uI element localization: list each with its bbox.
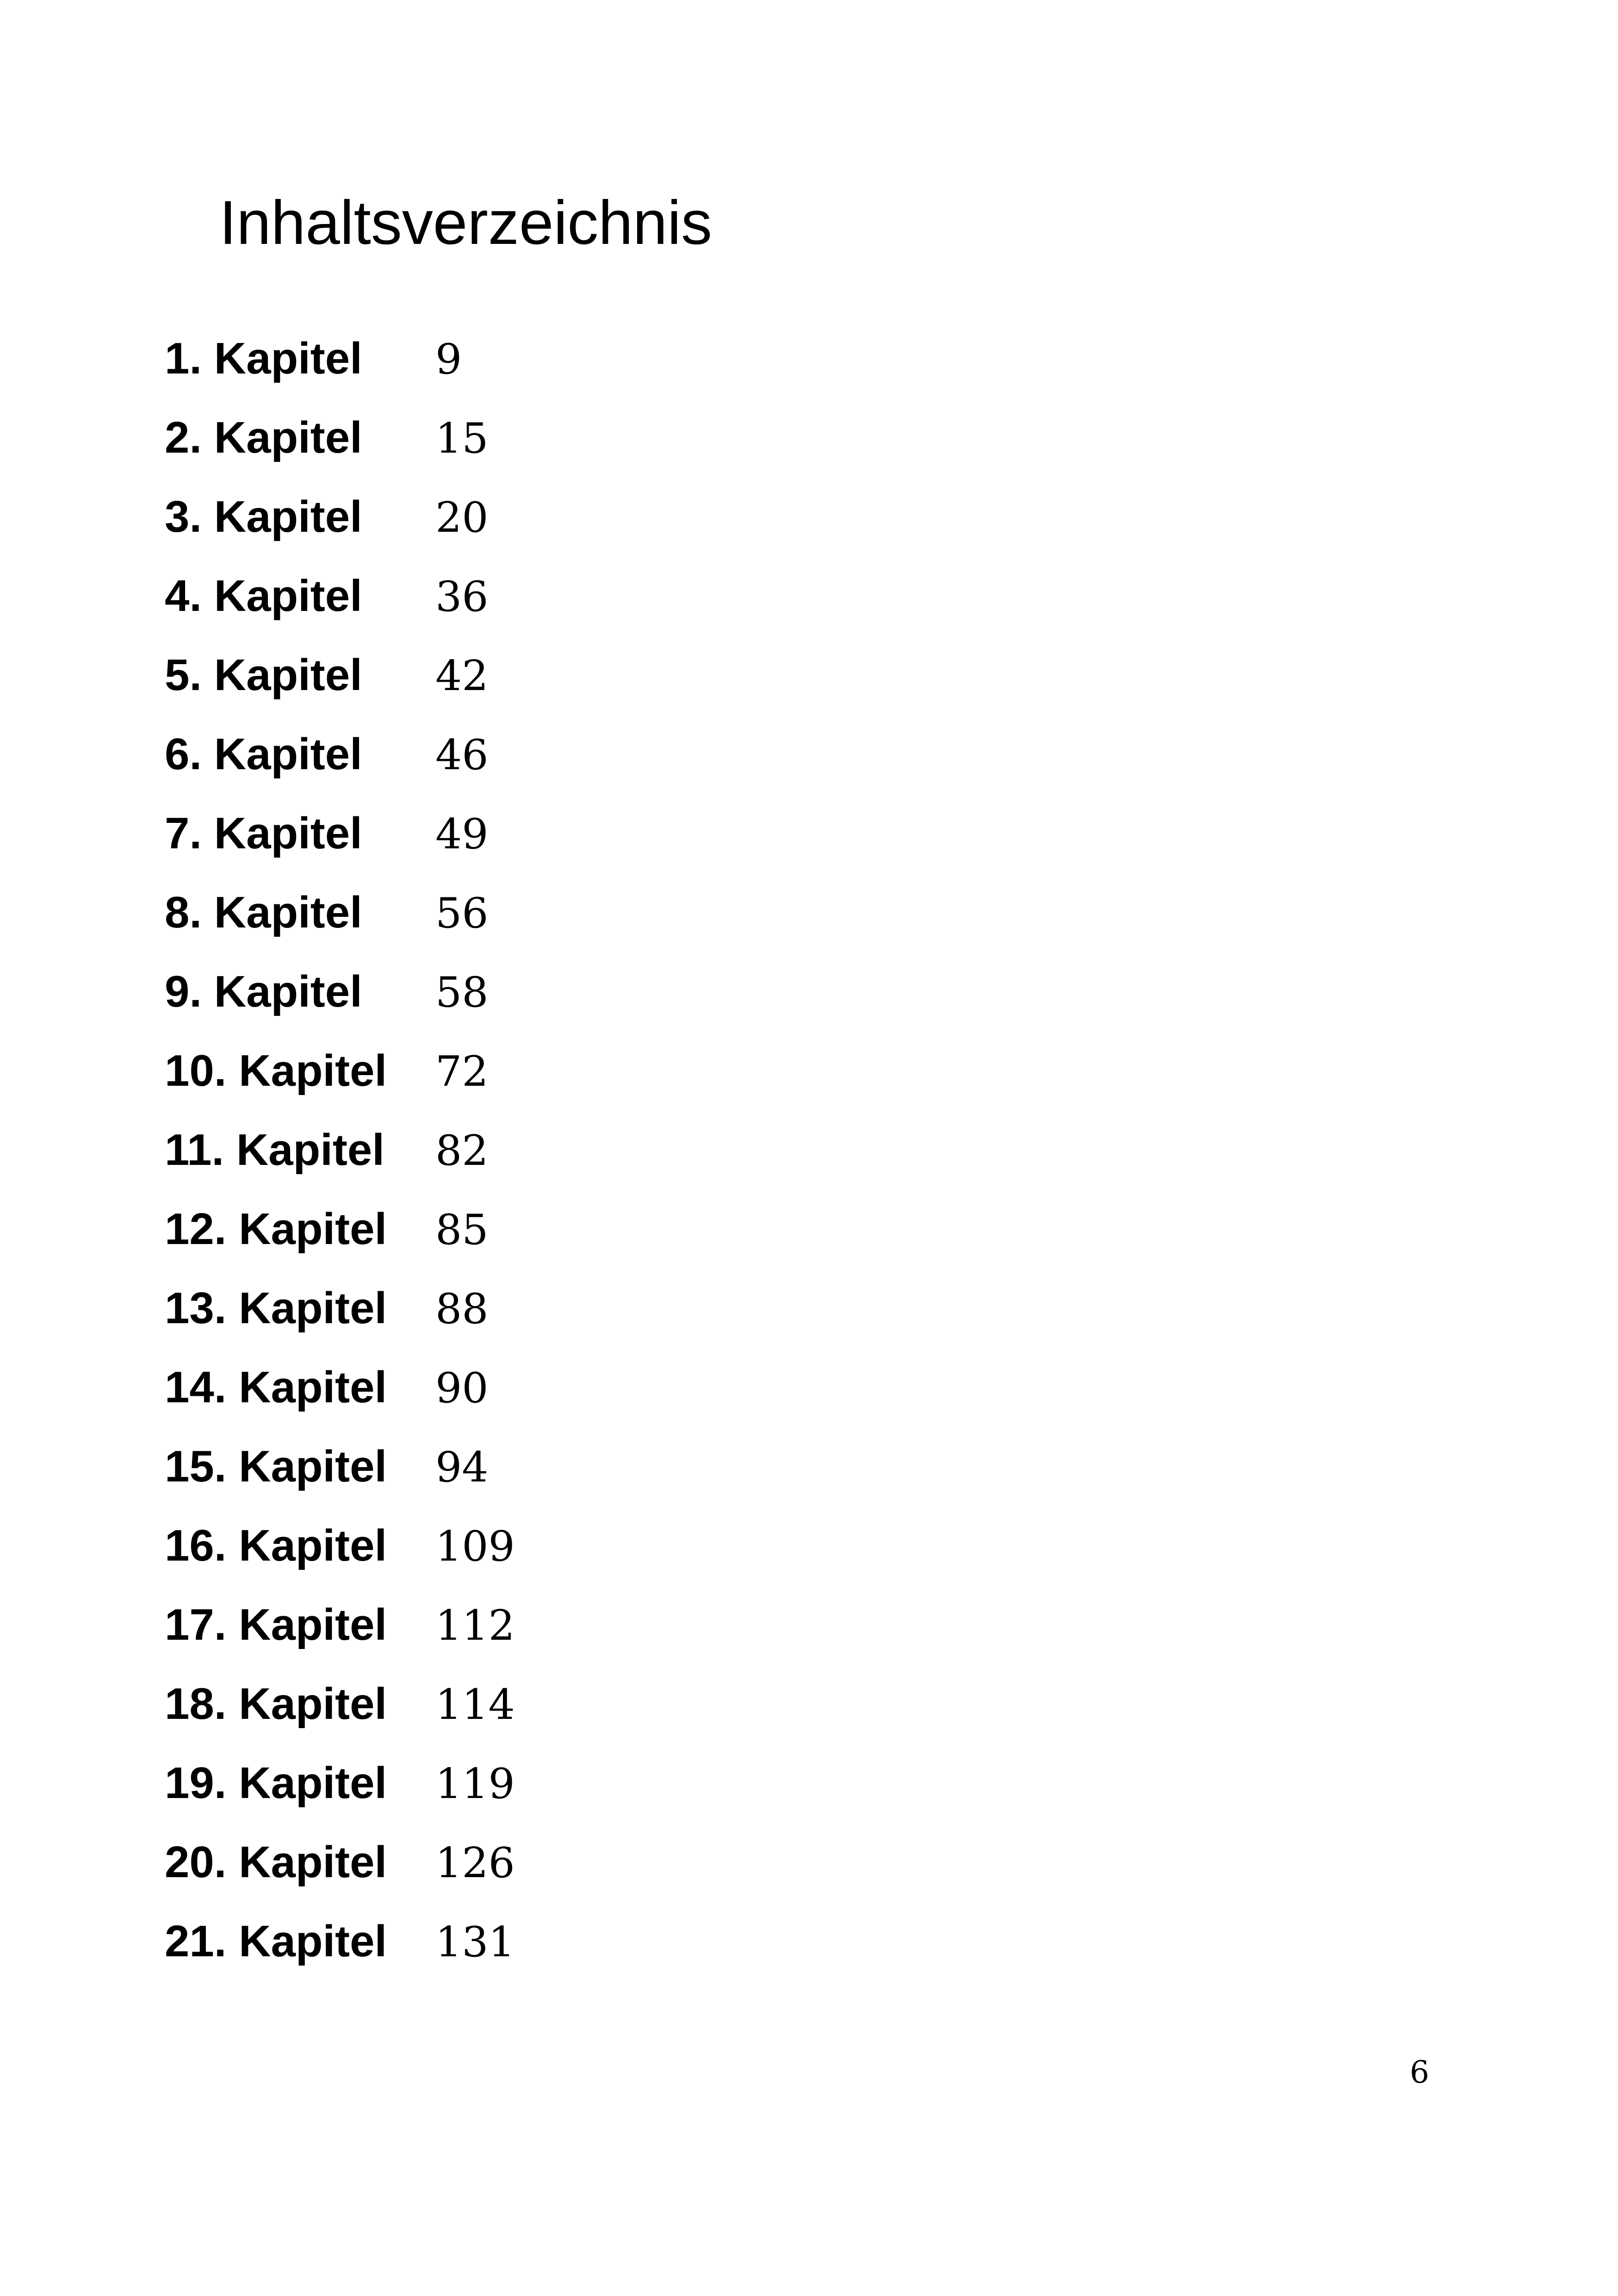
toc-page-number: 56 — [435, 889, 489, 938]
toc-page-number: 36 — [435, 572, 489, 621]
toc-entry — [165, 1907, 515, 1986]
toc-chapter-label: 5. Kapitel — [165, 650, 362, 700]
toc-chapter-label: 7. Kapitel — [165, 809, 362, 858]
toc-page-number: 15 — [435, 414, 489, 463]
toc-chapter-label: 16. Kapitel — [165, 1521, 387, 1570]
toc-chapter-label: 17. Kapitel — [165, 1600, 387, 1649]
toc-chapter-label: 8. Kapitel — [165, 888, 362, 937]
toc-entry — [165, 1115, 515, 1195]
toc-chapter-label: 1. Kapitel — [165, 334, 362, 383]
toc-entry — [165, 403, 515, 482]
toc-chapter-label: 6. Kapitel — [165, 729, 362, 779]
toc-chapter-label: 14. Kapitel — [165, 1363, 387, 1412]
toc-chapter-label: 12. Kapitel — [165, 1204, 387, 1254]
toc-page-number: 131 — [435, 1918, 515, 1966]
toc-entry — [165, 1828, 515, 1907]
toc-entry — [165, 1432, 515, 1511]
toc-entry — [165, 324, 515, 403]
toc-chapter-label: 11. Kapitel — [165, 1125, 384, 1175]
toc-chapter-label: 2. Kapitel — [165, 413, 362, 462]
toc-entry — [165, 561, 515, 641]
toc-entry — [165, 1036, 515, 1115]
toc-entry — [165, 1590, 515, 1669]
toc-page-number: 109 — [435, 1522, 515, 1571]
toc-chapter-label: 15. Kapitel — [165, 1442, 387, 1491]
toc-chapter-label: 9. Kapitel — [165, 967, 362, 1016]
toc-chapter-label: 21. Kapitel — [165, 1916, 387, 1966]
toc-chapter-label: 13. Kapitel — [165, 1283, 387, 1333]
toc-entry — [165, 799, 515, 878]
toc-chapter-label: 18. Kapitel — [165, 1679, 387, 1729]
toc-page-number: 46 — [435, 731, 489, 779]
toc-entry — [165, 1195, 515, 1274]
toc-chapter-label: 10. Kapitel — [165, 1046, 387, 1095]
toc-entry — [165, 957, 515, 1036]
toc-entry — [165, 1669, 515, 1748]
toc-page-number: 20 — [435, 493, 489, 542]
toc-chapter-label: 3. Kapitel — [165, 492, 362, 541]
toc-entry — [165, 878, 515, 957]
toc-entry — [165, 720, 515, 799]
toc-entry — [165, 1353, 515, 1432]
toc-chapter-label: 20. Kapitel — [165, 1837, 387, 1887]
toc-page-number: 90 — [435, 1364, 489, 1412]
toc-page-number: 126 — [435, 1839, 515, 1887]
toc-page-number: 88 — [435, 1285, 489, 1333]
toc-entry — [165, 1748, 515, 1828]
toc-page-number: 72 — [435, 1047, 489, 1096]
toc-page-number: 58 — [435, 968, 489, 1017]
toc-entry — [165, 1274, 515, 1353]
toc-page-number: 112 — [435, 1601, 515, 1650]
toc-page-number: 119 — [435, 1760, 515, 1808]
toc-entry — [165, 1511, 515, 1590]
toc-page-number: 42 — [435, 652, 489, 700]
toc-entry — [165, 641, 515, 720]
toc-chapter-label: 19. Kapitel — [165, 1758, 387, 1808]
page-number: 6 — [1410, 2054, 1429, 2090]
toc-chapter-label: 4. Kapitel — [165, 571, 362, 621]
toc-page-number: 85 — [435, 1206, 489, 1254]
toc-page-number: 114 — [435, 1680, 515, 1729]
page-title: Inhaltsverzeichnis — [219, 188, 713, 257]
toc-page-number: 9 — [435, 335, 462, 384]
toc-page-number: 94 — [435, 1443, 489, 1492]
toc-page-number: 82 — [435, 1126, 489, 1175]
toc-entry — [165, 482, 515, 561]
toc-page-number: 49 — [435, 810, 489, 859]
toc-list — [165, 324, 515, 1986]
